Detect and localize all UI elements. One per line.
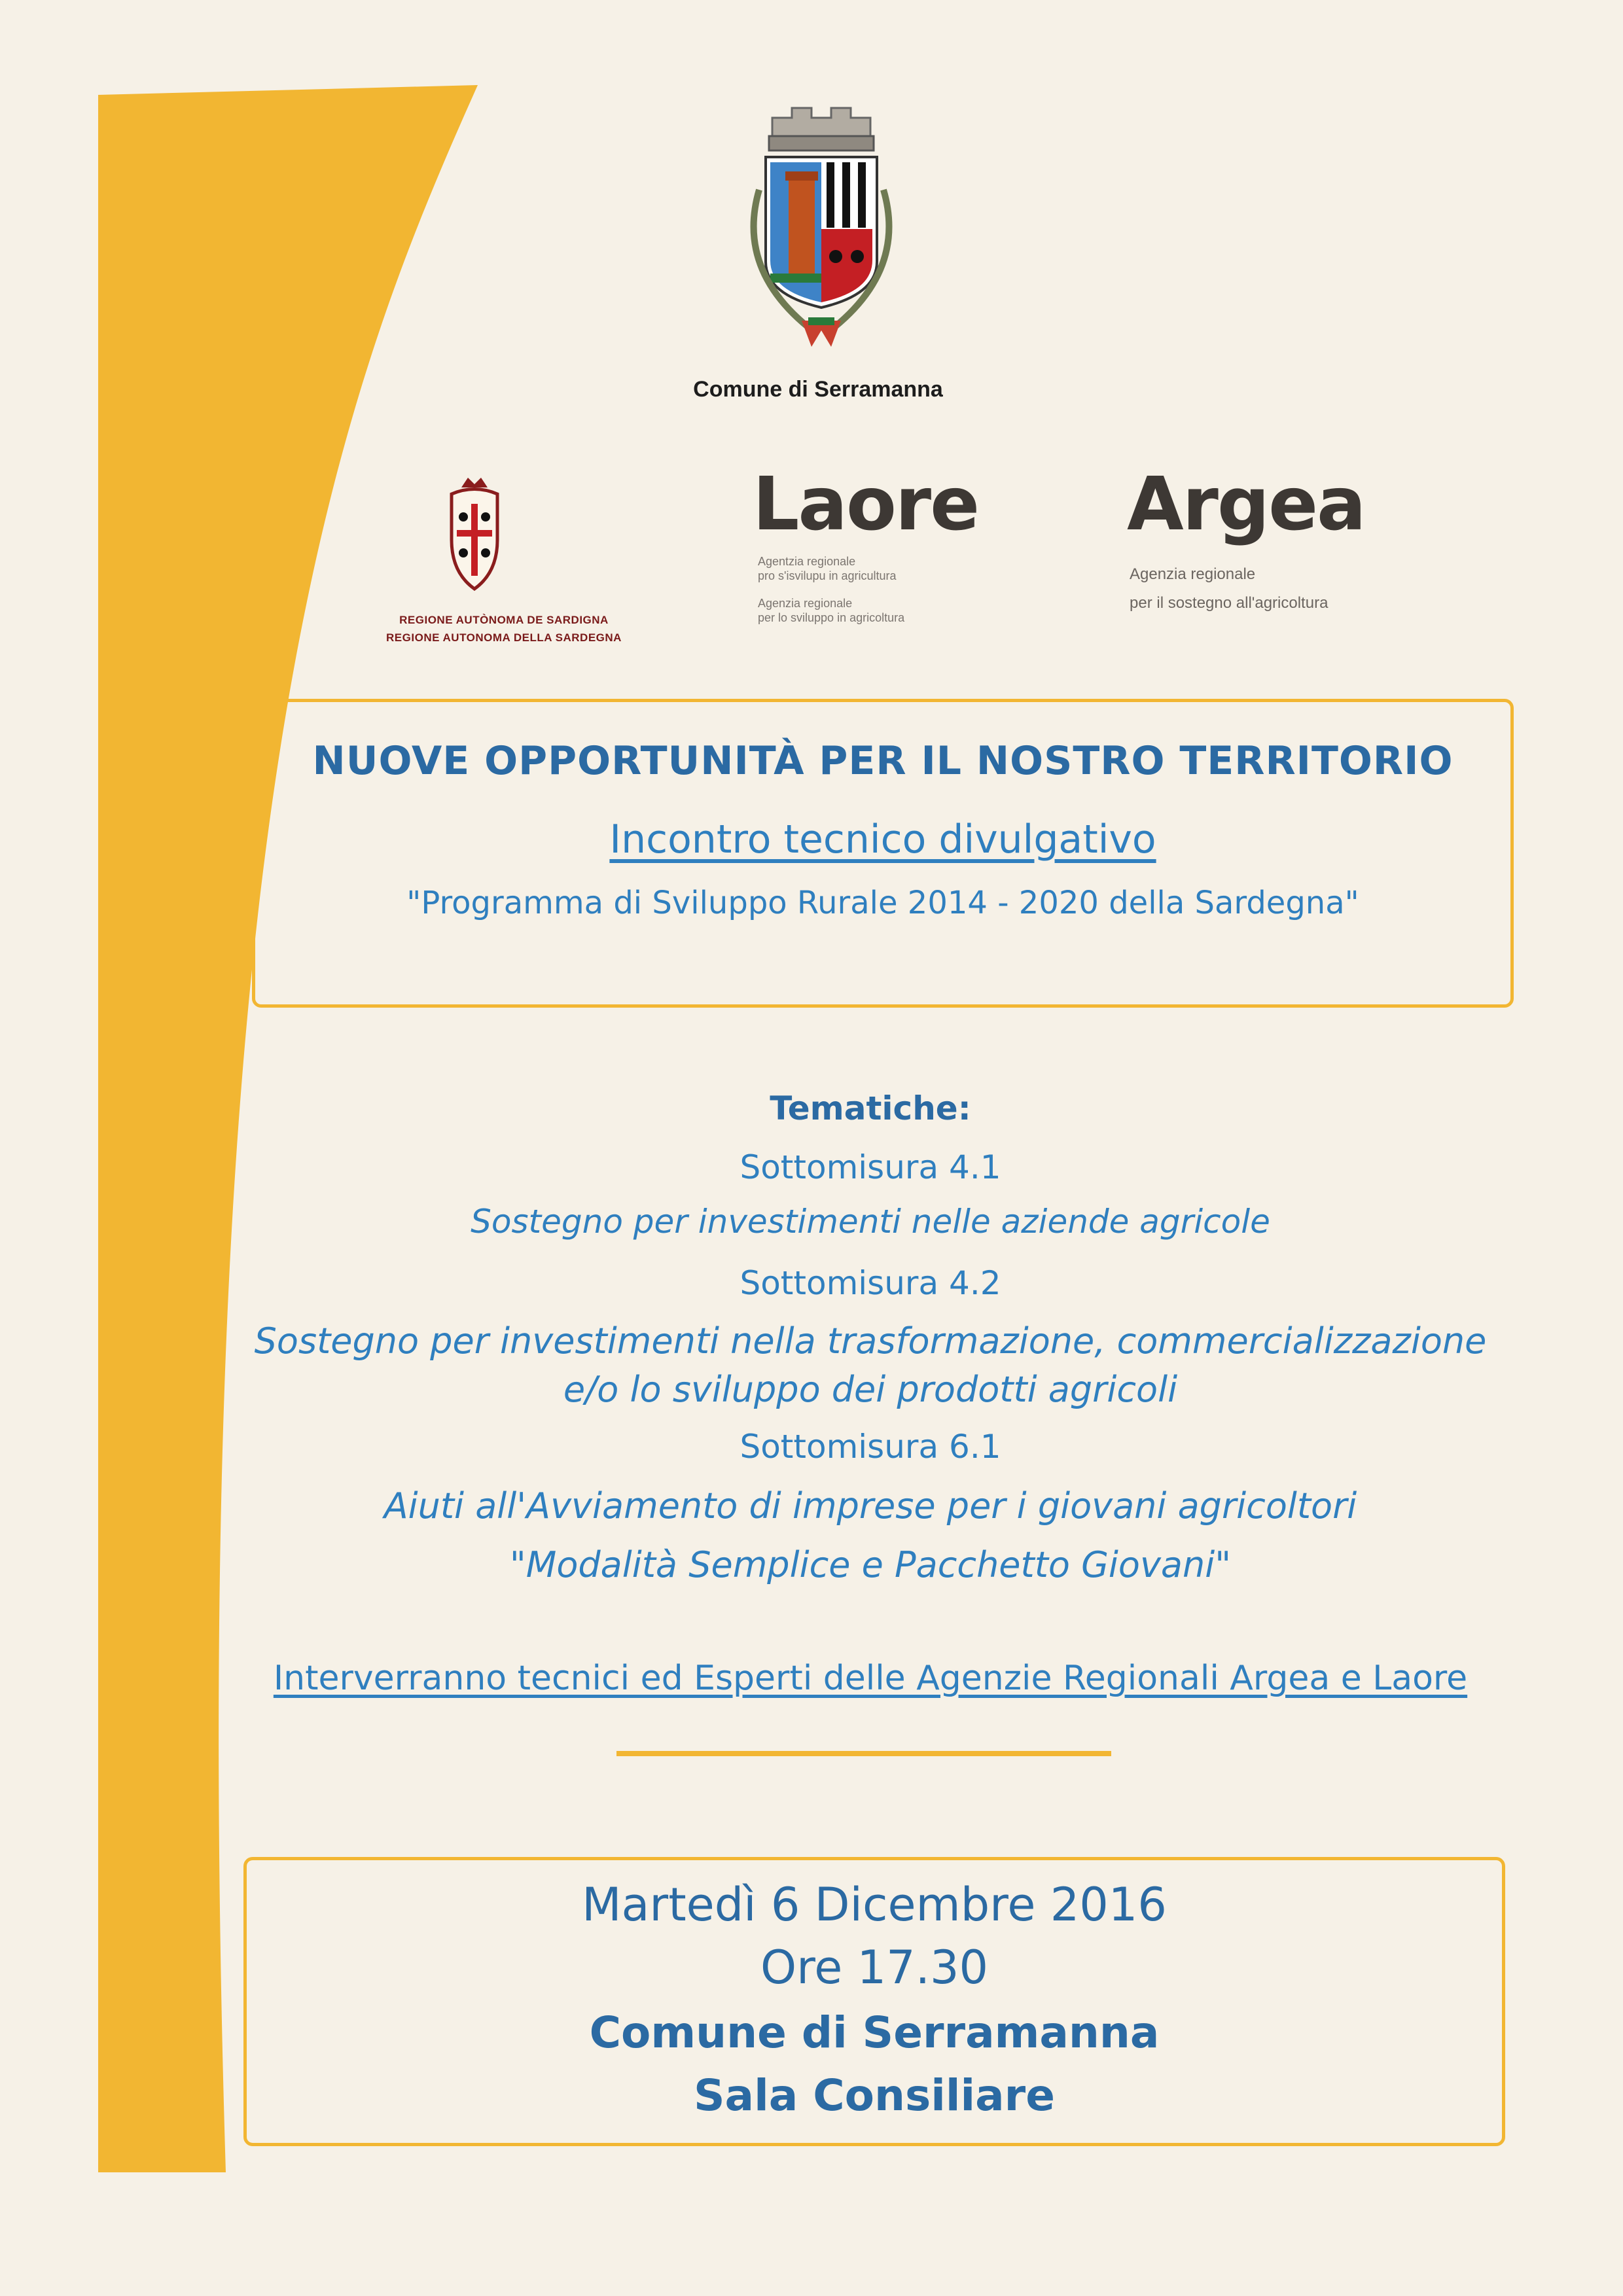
regione-name-italian: REGIONE AUTONOMA DELLA SARDEGNA [386, 631, 622, 644]
regione-sardegna-emblem [432, 474, 517, 605]
submeasure-description: e/o lo sviluppo dei prodotti agricoli [563, 1369, 1178, 1410]
speakers-note: Interverranno tecnici ed Esperti delle Agenzie Regionali Argea e Laore [273, 1659, 1468, 1698]
serramanna-coat-of-arms [723, 92, 919, 373]
event-date: Martedì 6 Dicembre 2016 [582, 1878, 1167, 1932]
main-title: NUOVE OPPORTUNITÀ PER IL NOSTRO TERRITORIO [312, 738, 1454, 784]
event-time: Ore 17.30 [760, 1941, 989, 1994]
submeasure-label: Sottomisura 6.1 [740, 1428, 1001, 1466]
submeasure-label: Sottomisura 4.1 [740, 1148, 1001, 1186]
regione-name-sardinian: REGIONE AUTÒNOMA DE SARDIGNA [399, 614, 609, 626]
laore-subtitle: per lo sviluppo in agricoltura [758, 611, 905, 624]
submeasure-description: Sostegno per investimenti nella trasformazione, commercializzazione [254, 1320, 1487, 1362]
event-venue: Comune di Serramanna [589, 2007, 1160, 2058]
laore-subtitle: Agentzia regionale [758, 555, 856, 568]
topics-heading: Tematiche: [770, 1089, 971, 1127]
laore-subtitle: Agenzia regionale [758, 597, 853, 610]
laore-logo: Laore [753, 462, 979, 547]
submeasure-description: Sostegno per investimenti nelle aziende agricole [471, 1203, 1270, 1241]
event-room: Sala Consiliare [694, 2070, 1055, 2121]
laore-subtitle: pro s'isvilupu in agricultura [758, 569, 897, 582]
argea-subtitle: per il sostegno all'agricoltura [1130, 594, 1329, 612]
submeasure-description: Aiuti all'Avviamento di imprese per i giovani agricoltori [383, 1485, 1357, 1527]
submeasure-label: Sottomisura 4.2 [740, 1264, 1001, 1302]
argea-subtitle: Agenzia regionale [1130, 565, 1256, 583]
submeasure-quote: "Modalità Semplice e Pacchetto Giovani" [509, 1544, 1232, 1585]
program-name: "Programma di Sviluppo Rurale 2014 - 2020 della Sardegna" [406, 885, 1359, 921]
divider [616, 1751, 1111, 1756]
subtitle: Incontro tecnico divulgativo [609, 817, 1156, 862]
comune-caption: Comune di Serramanna [693, 377, 943, 402]
argea-logo: Argea [1127, 462, 1365, 547]
